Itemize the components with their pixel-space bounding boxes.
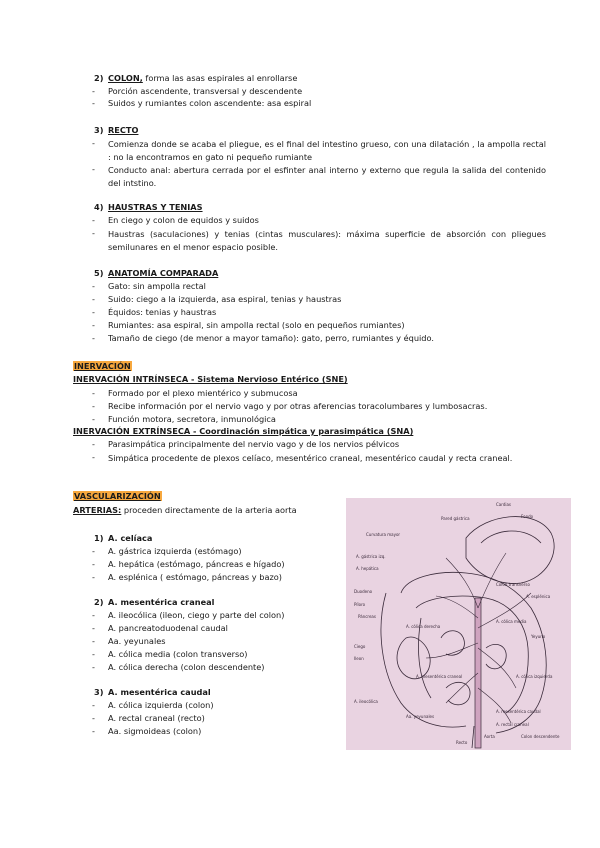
list-item: Gato: sin ampolla rectal [108,281,206,291]
bullet-dash: - [92,138,95,148]
bullet-dash: - [92,439,95,449]
figure-label: Píloro [354,602,366,607]
figure-label: Duodeno [354,589,373,594]
arterias-description: proceden directamente de la arteria aorta [121,505,297,515]
list-item: A. ileocólica (ileon, ciego y parte del colon) [108,610,285,620]
list-item: A. rectal craneal (recto) [108,713,205,723]
list-item: Recibe información por el nervio vago y por otras aferencias toracolumbares y lumbosacras. [108,401,488,411]
bullet-dash: - [92,713,95,723]
artery-branch [436,596,478,618]
bullet-dash: - [92,636,95,646]
inervacion-intrinseca-title: INERVACIÓN INTRÍNSECA - Sistema Nervioso Entérico (SNE) [73,374,348,384]
bullet-dash: - [92,414,95,424]
colon-heading [108,73,297,84]
cecum-outline [397,637,430,679]
bullet-dash: - [92,294,95,304]
rectum-line [472,726,474,748]
bullet-dash: - [92,452,95,462]
bullet-dash: - [92,559,95,569]
figure-label: Yeyuno [531,634,546,639]
section-number: 3) [94,125,104,135]
figure-label: Pared gástrica [441,516,470,521]
arterias-label: ARTERIAS: [73,505,122,515]
artery-branch [478,648,516,688]
bullet-dash: - [92,700,95,710]
haustras-title: HAUSTRAS Y TENIAS [108,202,203,212]
section-number: 4) [94,202,104,212]
anatomia-title: ANATOMÍA COMPARADA [108,268,219,278]
bullet-dash: - [92,164,95,174]
bullet-dash: - [92,726,95,736]
illustration-svg [346,498,571,750]
figure-label: Recto [456,740,468,745]
bullet-dash: - [92,649,95,659]
inervacion-heading [73,361,132,372]
figure-label: Ciego [354,644,366,649]
list-item: Parasimpática principalmente del nervio vago y de los nervios pélvicos [108,439,400,449]
jejunum-loop [446,682,470,704]
section-number: 1) [94,533,104,543]
figure-label: A. cólica media [496,619,527,624]
bullet-dash: - [92,388,95,398]
list-item: A. hepática (estómago, páncreas e hígado) [108,559,285,569]
bullet-dash: - [92,281,95,291]
figure-label: A. cólica derecha [406,624,441,629]
artery-group-title: A. mesentérica caudal [108,687,211,697]
list-item: Suidos y rumiantes colon ascendente: asa espiral [108,98,312,108]
bullet-dash: - [92,215,95,225]
figure-label: Colon transverso [496,582,530,587]
colon-title: COLON, [108,73,143,83]
bullet-dash: - [92,86,95,96]
arterias-line [73,505,297,516]
figure-label: Colon descendente [521,734,560,739]
figure-label: A. gástrica izq. [356,554,386,559]
list-item: A. cólica media (colon transverso) [108,649,248,659]
stomach-outline [466,517,554,584]
section-number: 3) [94,687,104,697]
section-number: 5) [94,268,104,278]
figure-label: A. cólica izquierda [516,674,553,679]
jejunum-loop [441,631,464,656]
artery-group-title: A. mesentérica craneal [108,597,215,607]
list-item: Aa. yeyunales [108,636,166,646]
figure-label: Curvatura mayor [366,532,401,537]
figure-label: Ileon [354,656,364,661]
list-item: A. cólica derecha (colon descendente) [108,662,265,672]
list-item: Función motora, secretora, inmunológica [108,414,276,424]
figure-label: Páncreas [358,614,376,619]
bullet-dash: - [92,572,95,582]
list-item: Conducto anal: abertura cerrada por el esfinter anal interno y externo que regula la salida del contenido del intstino. [108,165,546,188]
figure-label: Aorta [484,734,495,739]
vascularizacion-heading [73,491,162,502]
recto-title: RECTO [108,125,139,135]
bullet-dash: - [92,307,95,317]
inervacion-extrinseca-title: INERVACIÓN EXTRÍNSECA - Coordinación simpática y parasimpática (SNA) [73,426,414,436]
figure-label: A. hepática [356,566,379,571]
artery-branch [478,688,511,723]
bullet-dash: - [92,546,95,556]
stomach-fold [481,531,541,543]
list-item: A. gástrica izquierda (estómago) [108,546,242,556]
figure-label: A. mesentérica craneal [416,674,463,679]
list-item: Porción ascendente, transversal y descendente [108,86,303,96]
figure-label: Aa. yeyunales [406,714,435,719]
figure-label: A. esplénica [526,594,551,599]
artery-group-title: A. celíaca [108,533,153,543]
list-item: A. esplénica ( estómago, páncreas y bazo) [108,572,282,582]
list-item: Formado por el plexo mientérico y submucosa [108,388,298,398]
colon-description: forma las asas espirales al enrollarse [142,73,298,83]
figure-label: A. rectal craneal [496,722,529,727]
bullet-dash: - [92,333,95,343]
vascularizacion-heading-text: VASCULARIZACIÓN [74,491,161,501]
list-item: Équidos: tenias y haustras [108,307,217,317]
intestine-vascular-illustration [346,498,571,750]
bullet-dash: - [92,623,95,633]
figure-label: Fondo [521,514,534,519]
section-number: 2) [94,73,104,83]
figure-label: A. ileocólica [354,699,378,704]
bullet-dash: - [92,320,95,330]
list-item: A. pancreatoduodenal caudal [108,623,228,633]
inervacion-heading-text: INERVACIÓN [74,361,131,371]
list-item: Simpática procedente de plexos celíaco, mesentérico craneal, mesentérico caudal y recta craneal. [108,453,513,463]
bullet-dash: - [92,401,95,411]
list-item: Haustras (saculaciones) y tenias (cintas musculares): máxima superficie de absorción con pliegues semilunares en el menor espacio posible. [108,229,546,252]
bullet-dash: - [92,98,95,108]
bullet-dash: - [92,662,95,672]
list-item: Suido: ciego a la izquierda, asa espiral, tenias y haustras [108,294,342,304]
list-item: Tamaño de ciego (de menor a mayor tamaño): gato, perro, rumiantes y équido. [108,333,434,343]
section-number: 2) [94,597,104,607]
list-item: A. cólica izquierda (colon) [108,700,214,710]
list-item: Rumiantes: asa espiral, sin ampolla rectal (solo en pequeños rumiantes) [108,320,405,330]
list-item: En ciego y colon de equidos y suidos [108,215,259,225]
colon-outline [381,593,466,727]
figure-label: Cardias [496,502,512,507]
bullet-dash: - [92,610,95,620]
figure-label: A. mesentérica caudal [496,709,541,714]
list-item: Aa. sigmoideas (colon) [108,726,202,736]
list-item: Comienza donde se acaba el pliegue, es el final del intestino grueso, con una dilatación , la ampolla rectal : no la encontramos en gato ni pequeño rumiante [108,139,546,162]
bullet-dash: - [92,228,95,238]
